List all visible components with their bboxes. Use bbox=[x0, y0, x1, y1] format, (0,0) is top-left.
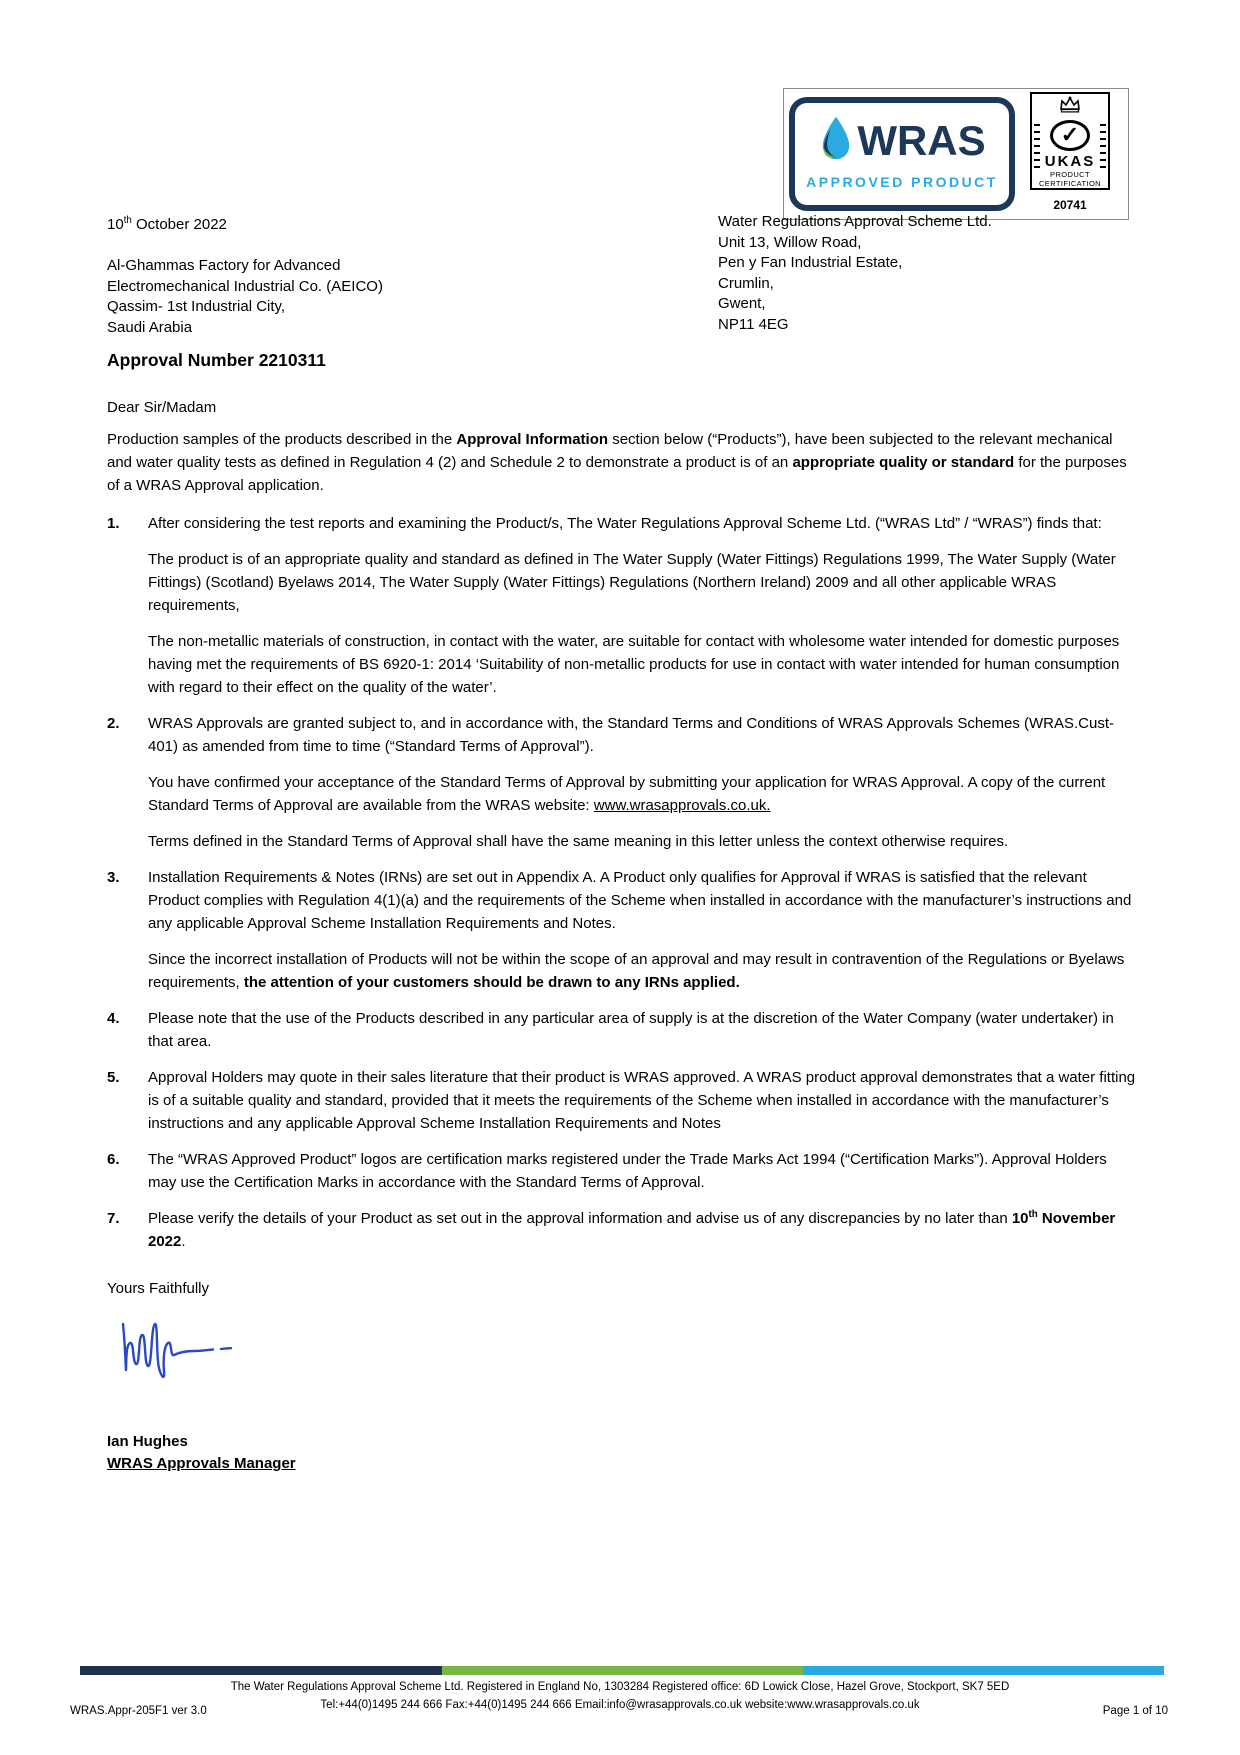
sender-line: Unit 13, Willow Road, bbox=[718, 233, 862, 251]
text-segment: You have confirmed your acceptance of the Standard Terms of Approval by submitting your application for WRAS Approval. A copy of the current Standard Terms of Approval are available from the WRAS website: bbox=[148, 774, 1106, 814]
checkmark-icon: ✓ bbox=[1050, 120, 1090, 151]
paragraph bbox=[148, 1207, 1136, 1253]
recipient-line: Electromechanical Industrial Co. (AEICO) bbox=[107, 277, 383, 295]
list-item-1 bbox=[107, 512, 1136, 699]
wras-approved-product-logo bbox=[789, 97, 1015, 211]
text-segment: Production samples of the products described in the bbox=[107, 431, 457, 448]
signer-name: Ian Hughes bbox=[107, 1433, 188, 1450]
approved-product-text: APPROVED PRODUCT bbox=[806, 173, 998, 190]
signature-icon bbox=[113, 1310, 1136, 1405]
text-segment: for the purposes of a WRAS Approval application. bbox=[107, 454, 1127, 494]
ukas-certificate-number: 20741 bbox=[1053, 197, 1087, 212]
letter-date bbox=[107, 213, 227, 236]
text-segment: th bbox=[123, 215, 132, 226]
text-segment: October 2022 bbox=[131, 216, 227, 233]
text-segment: th bbox=[1028, 1209, 1038, 1220]
ukas-mark bbox=[1020, 92, 1120, 217]
paragraph bbox=[148, 548, 1136, 617]
paragraph bbox=[148, 630, 1136, 699]
footer-contact-line: Tel:+44(0)1495 244 666 Fax:+44(0)1495 244 666 Email:info@wrasapprovals.co.uk website:www.wrasapprovals.co.uk bbox=[320, 1699, 920, 1711]
text-segment: 10 bbox=[1011, 1210, 1029, 1227]
list-item-2 bbox=[107, 712, 1136, 853]
text-segment: . bbox=[181, 1233, 186, 1250]
ukas-scale-ticks-left bbox=[1034, 124, 1040, 170]
list-item-number: 7. bbox=[107, 1210, 120, 1227]
paragraph bbox=[148, 512, 1136, 535]
text-segment: November 2022 bbox=[148, 1210, 1116, 1250]
crown-icon bbox=[1058, 96, 1082, 120]
recipient-line: Saudi Arabia bbox=[107, 318, 193, 336]
footer-page-number: Page 1 of 10 bbox=[1102, 1705, 1168, 1717]
paragraph bbox=[148, 1148, 1136, 1194]
sender-line: Water Regulations Approval Scheme Ltd. bbox=[718, 213, 992, 230]
text-segment: Please note that the use of the Products described in any particular area of supply is at the discretion of the Water Company (water undertaker) in that area. bbox=[148, 1010, 1114, 1050]
text-segment: 10 bbox=[107, 216, 124, 233]
text-segment: After considering the test reports and examining the Product/s, The Water Regulations Approval Scheme Ltd. (“WRAS Ltd” / “WRAS”) finds that: bbox=[148, 515, 1102, 532]
paragraph bbox=[148, 712, 1136, 758]
list-item-5 bbox=[107, 1066, 1136, 1135]
list-item-number: 4. bbox=[107, 1010, 120, 1027]
footer-color-bar bbox=[80, 1666, 1164, 1675]
water-droplet-icon bbox=[818, 115, 854, 168]
paragraph bbox=[148, 1007, 1136, 1053]
salutation: Dear Sir/Madam bbox=[107, 399, 217, 416]
letter-body bbox=[107, 428, 1136, 1475]
sender-address bbox=[718, 212, 992, 335]
wras-logo-text: WRAS bbox=[857, 117, 986, 164]
list-item-number: 1. bbox=[107, 515, 120, 532]
sender-line: Pen y Fan Industrial Estate, bbox=[718, 254, 903, 271]
paragraph bbox=[148, 830, 1136, 853]
signature-block bbox=[107, 1431, 1136, 1475]
closing: Yours Faithfully bbox=[107, 1280, 209, 1297]
text-segment: appropriate quality or standard bbox=[792, 454, 1015, 471]
sender-line: Gwent, bbox=[718, 295, 766, 312]
paragraph bbox=[148, 866, 1136, 935]
text-segment: WRAS Approvals are granted subject to, and in accordance with, the Standard Terms and Conditions of WRAS Approvals Schemes (WRAS.Cust-401) as amended from time to time (“Standard Terms of Approval”). bbox=[148, 715, 1115, 755]
recipient-line: Al-Ghammas Factory for Advanced bbox=[107, 257, 341, 274]
ukas-label: UKAS bbox=[1044, 152, 1096, 170]
list-item-number: 6. bbox=[107, 1151, 120, 1168]
paragraph bbox=[148, 771, 1136, 817]
text-segment: The “WRAS Approved Product” logos are certification marks registered under the Trade Marks Act 1994 (“Certification Marks”). Approval Holders may use the Certification Marks in accordance with the Standard Terms of Approval. bbox=[148, 1151, 1107, 1191]
list-item-7 bbox=[107, 1207, 1136, 1253]
list-item-4 bbox=[107, 1007, 1136, 1053]
text-segment: the attention of your customers should be drawn to any IRNs applied. bbox=[243, 974, 740, 991]
text-segment: section below (“Products”), have been subjected to the relevant mechanical and water quality tests as defined in Regulation 4 (2) and Schedule 2 to demonstrate a product is of an bbox=[107, 431, 1113, 471]
text-segment: Please verify the details of your Product as set out in the approval information and advise us of any discrepancies by no later than bbox=[148, 1210, 1012, 1227]
text-segment: Since the incorrect installation of Products will not be within the scope of an approval and may result in contravention of the Regulations or Byelaws requirements, bbox=[148, 951, 1125, 991]
list-item-number: 2. bbox=[107, 715, 120, 732]
wras-website-link[interactable]: www.wrasapprovals.co.uk. bbox=[593, 797, 771, 814]
recipient-line: Qassim- 1st Industrial City, bbox=[107, 298, 286, 315]
text-segment: The non-metallic materials of construction, in contact with the water, are suitable for contact with wholesome water intended for domestic purposes having met the requirements of BS 6920-1: 2014 ‘Suitability of non-metallic products for use in contact with water intended for human consumption with regard to their effect on the quality of the water’. bbox=[148, 633, 1120, 696]
list-item-6 bbox=[107, 1148, 1136, 1194]
paragraph bbox=[148, 1066, 1136, 1135]
sender-line: Crumlin, bbox=[718, 274, 774, 292]
list-item-3 bbox=[107, 866, 1136, 994]
intro-paragraph bbox=[107, 428, 1136, 497]
paragraph bbox=[148, 948, 1136, 994]
footer-registration-line: The Water Regulations Approval Scheme Ltd. Registered in England No, 1303284 Registered office: 6D Lowick Close, Hazel Grove, Stockport, SK7 5ED bbox=[230, 1681, 1010, 1693]
signer-title: WRAS Approvals Manager bbox=[107, 1455, 296, 1472]
ukas-sub-certification: CERTIFICATION bbox=[1038, 178, 1101, 188]
approval-number-heading: Approval Number 2210311 bbox=[107, 350, 326, 370]
ukas-sub-product: PRODUCT bbox=[1050, 169, 1090, 179]
recipient-address bbox=[107, 256, 383, 338]
ukas-box bbox=[1030, 92, 1110, 190]
certification-logo-group bbox=[783, 88, 1129, 220]
text-segment: Installation Requirements & Notes (IRNs) are set out in Appendix A. A Product only qualifies for Approval if WRAS is satisfied that the relevant Product complies with Regulation 4(1)(a) and the requirements of the Scheme when installed in accordance with the manufacturer’s instructions and any applicable Approval Scheme Installation Requirements and Notes. bbox=[148, 869, 1132, 932]
list-item-number: 3. bbox=[107, 869, 120, 886]
text-segment: Approval Holders may quote in their sales literature that their product is WRAS approved. A WRAS product approval demonstrates that a water fitting is of a suitable quality and standard, provided that it meets the requirements of the Scheme when installed in accordance with the manufacturer’s instructions and any applicable Approval Scheme Installation Requirements and Notes bbox=[148, 1069, 1136, 1132]
list-item-number: 5. bbox=[107, 1069, 120, 1086]
text-segment: Terms defined in the Standard Terms of Approval shall have the same meaning in this letter unless the context otherwise requires. bbox=[148, 833, 1009, 850]
footer-document-reference: WRAS.Appr-205F1 ver 3.0 bbox=[70, 1705, 207, 1717]
text-segment: The product is of an appropriate quality and standard as defined in The Water Supply (Water Fittings) Regulations 1999, The Water Supply (Water Fittings) (Scotland) Byelaws 2014, The Water Supply (Water Fittings) Regulations (Northern Ireland) 2009 and all other applicable WRAS requirements, bbox=[148, 551, 1116, 614]
text-segment: Approval Information bbox=[456, 431, 609, 448]
ukas-scale-ticks-right bbox=[1100, 124, 1106, 170]
sender-line: NP11 4EG bbox=[718, 315, 789, 333]
